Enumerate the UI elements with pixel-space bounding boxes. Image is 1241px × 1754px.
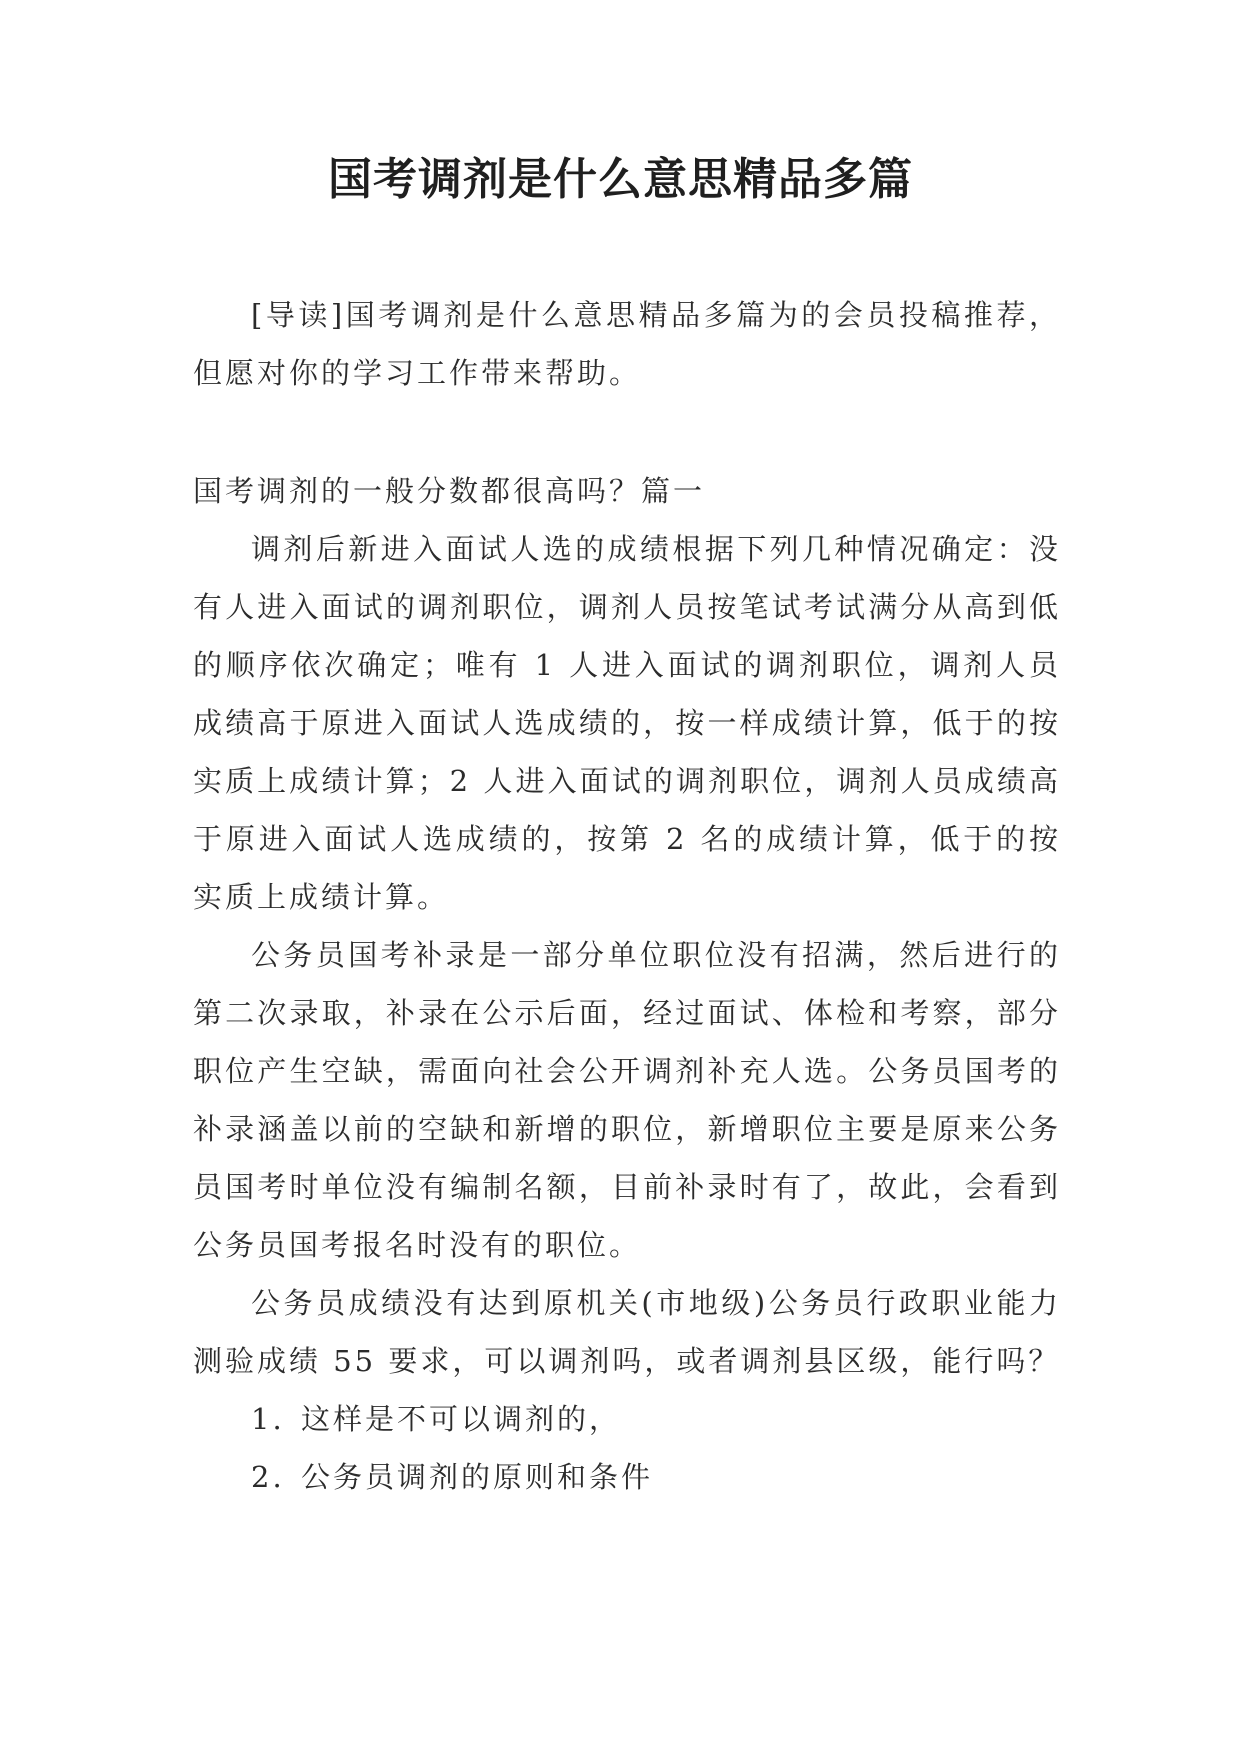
list-item-text: 公务员调剂的原则和条件 — [301, 1460, 654, 1494]
document-title: 国考调剂是什么意思精品多篇 — [328, 154, 913, 205]
intro-paragraph: [导读]国考调剂是什么意思精品多篇为的会员投稿推荐，但愿对你的学习工作带来帮助。 — [193, 298, 1061, 390]
body-paragraph-2: 公务员国考补录是一部分单位职位没有招满，然后进行的第二次录取，补录在公示后面，经过面试、体检和考察，部分职位产生空缺，需面向社会公开调剂补充人选。公务员国考的补录涵盖以前的空缺和新增的职位，新增职位主要是原来公务员国考时单位没有编制名额，目前补录时有了，故此，会看到公务员国考报名时没有的职位。 — [193, 938, 1061, 1262]
list-item-number: 2. — [251, 1460, 285, 1494]
section-heading: 国考调剂的一般分数都很高吗？篇一 — [193, 474, 706, 508]
list-item — [193, 1448, 1061, 1506]
list-item-number: 1. — [251, 1402, 285, 1436]
numbered-list — [193, 1390, 1061, 1506]
list-item — [193, 1390, 1061, 1448]
body-paragraph-3: 公务员成绩没有达到原机关(市地级)公务员行政职业能力测验成绩 55 要求，可以调剂吗，或者调剂县区级，能行吗？ — [193, 1286, 1061, 1378]
body-paragraph-1: 调剂后新进入面试人选的成绩根据下列几种情况确定：没有人进入面试的调剂职位，调剂人员按笔试考试满分从高到低的顺序依次确定；唯有 1 人进入面试的调剂职位，调剂人员成绩高于原进入面试人选成绩的，按一样成绩计算，低于的按实质上成绩计算；2 人进入面试的调剂职位，调剂人员成绩高于原进入面试人选成绩的，按第 2 名的成绩计算，低于的按实质上成绩计算。 — [193, 532, 1061, 914]
document-body — [193, 286, 1061, 1506]
list-item-text: 这样是不可以调剂的， — [301, 1402, 622, 1436]
